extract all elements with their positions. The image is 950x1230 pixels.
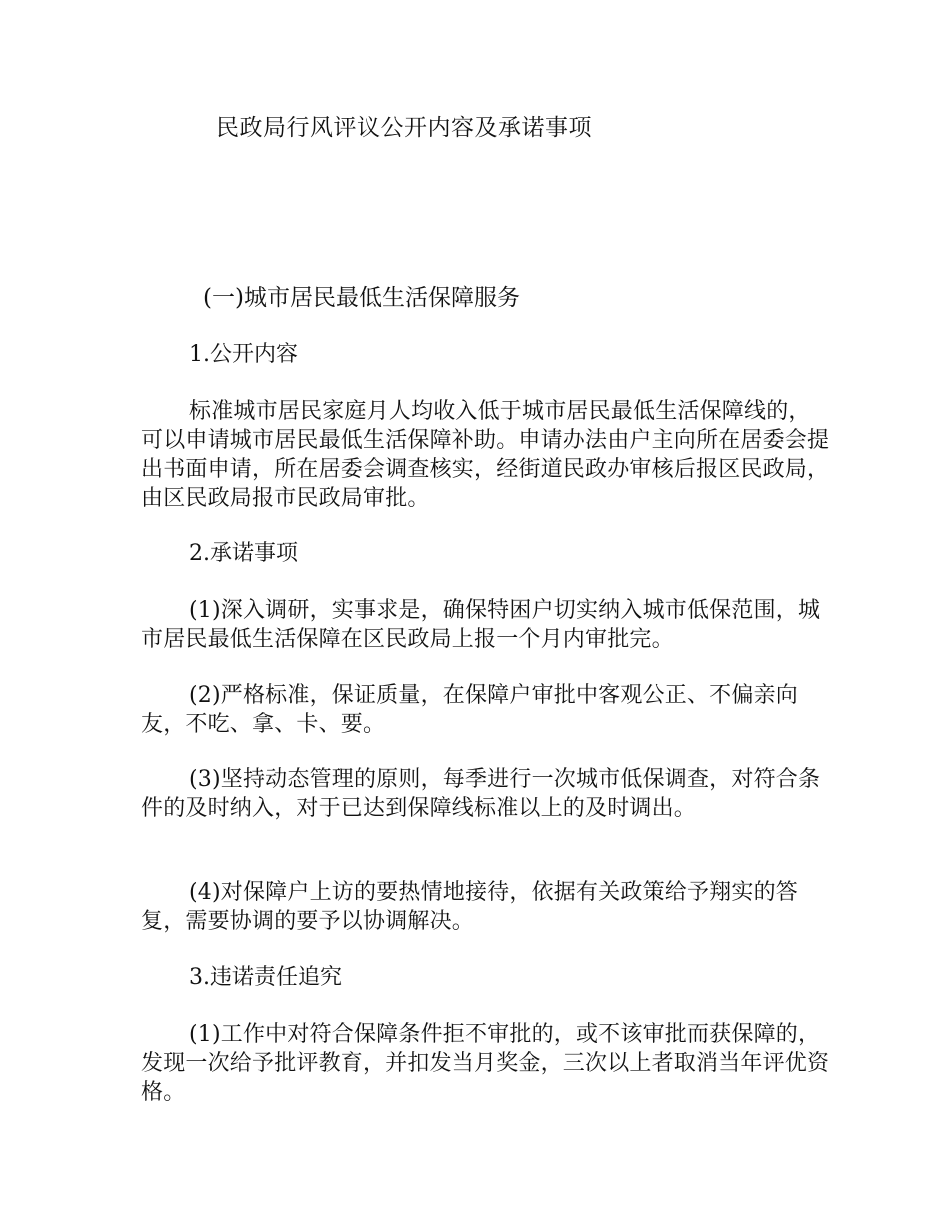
paragraph-commitment-2: (2)严格标准，保证质量，在保障户审批中客观公正、不偏亲向友，不吃、拿、卡、要。 [141,683,798,737]
heading-public-content: 1.公开内容 [189,342,298,367]
paragraph-public-content: 标准城市居民家庭月人均收入低于城市居民最低生活保障线的，可以申请城市居民最低生活保障补助。申请办法由户主向所在居委会提出书面申请，所在居委会调查核实，经街道民政办审核后报区民政局，由区民政局报市民政局审批。 [141,399,830,511]
heading-accountability: 3.违诺责任追究 [189,965,342,990]
section-heading: (一)城市居民最低生活保障服务 [203,285,520,311]
document-title: 民政局行风评议公开内容及承诺事项 [216,115,592,141]
paragraph-commitment-4: (4)对保障户上访的要热情地接待，依据有关政策给予翔实的答复，需要协调的要予以协调解决。 [141,880,798,934]
paragraph-commitment-1: (1)深入调研，实事求是，确保特困户切实纳入城市低保范围，城市居民最低生活保障在区民政局上报一个月内审批完。 [141,598,821,652]
paragraph-commitment-3: (3)坚持动态管理的原则，每季进行一次城市低保调查，对符合条件的及时纳入，对于已达到保障线标准以上的及时调出。 [141,767,821,821]
paragraph-accountability-1: (1)工作中对符合保障条件拒不审批的，或不该审批而获保障的，发现一次给予批评教育，并扣发当月奖金，三次以上者取消当年评优资格。 [141,1022,830,1105]
heading-commitments: 2.承诺事项 [189,541,298,566]
